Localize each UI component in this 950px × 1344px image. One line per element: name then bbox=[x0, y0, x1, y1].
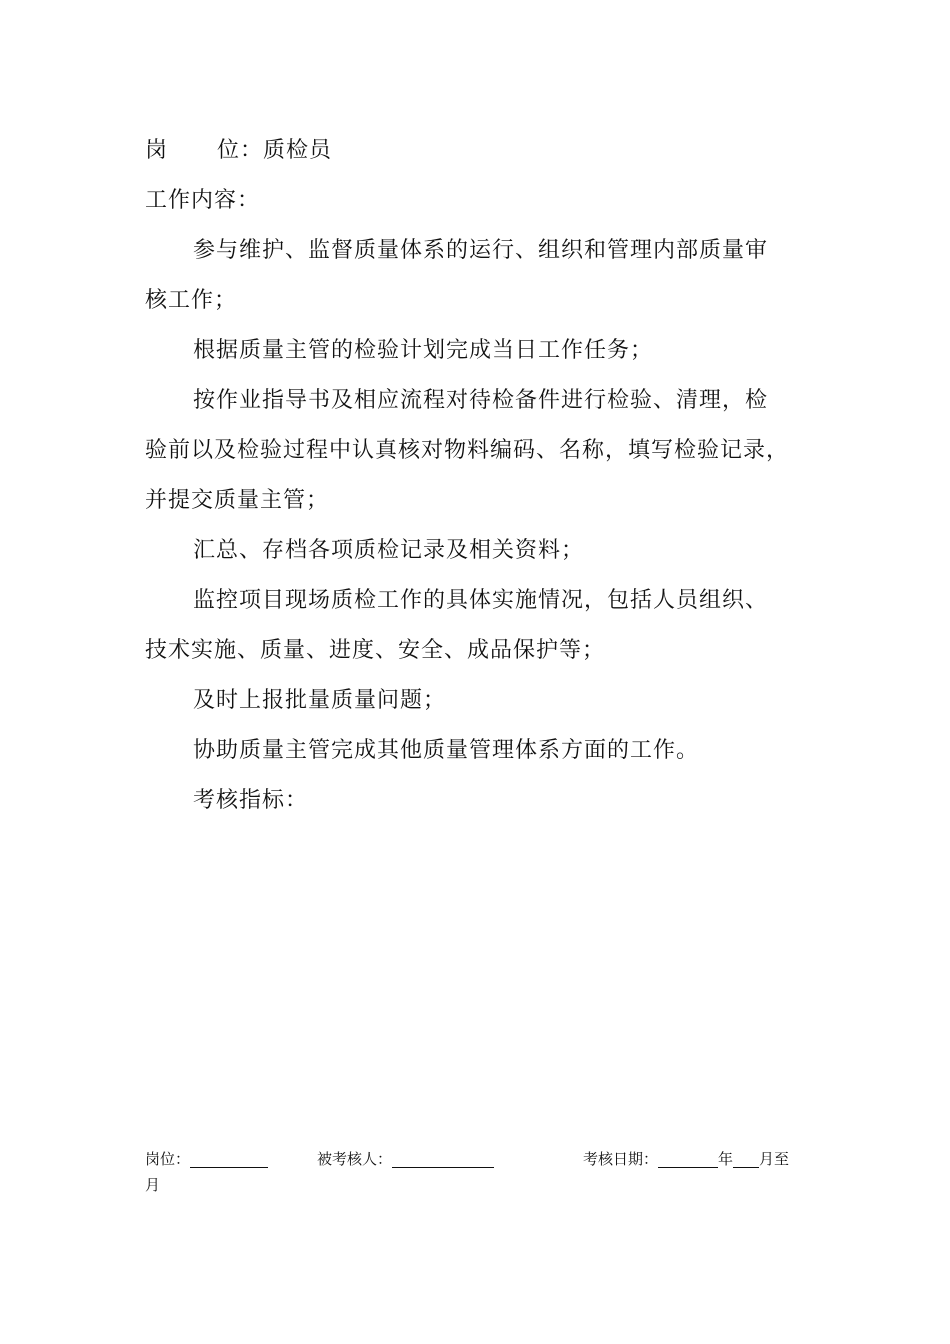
post-label-b: 位： bbox=[217, 138, 264, 163]
paragraph-line: 验前以及检验过程中认真核对物料编码、名称，填写检验记录， bbox=[145, 438, 790, 463]
footer-month-to-label: 月至 bbox=[759, 1150, 790, 1168]
paragraph-line: 监控项目现场质检工作的具体实施情况，包括人员组织、 bbox=[193, 588, 769, 613]
month-blank-field[interactable] bbox=[733, 1151, 759, 1168]
paragraph-line: 按作业指导书及相应流程对待检备件进行检验、清理，检 bbox=[193, 388, 769, 413]
paragraph-line: 协助质量主管完成其他质量管理体系方面的工作。 bbox=[193, 738, 700, 763]
footer-date-label: 考核日期： bbox=[583, 1150, 659, 1168]
post-value: 质检员 bbox=[263, 138, 333, 163]
paragraph-line: 技术实施、质量、进度、安全、成品保护等； bbox=[145, 638, 606, 663]
footer-year-label: 年 bbox=[718, 1150, 734, 1168]
paragraph-line: 参与维护、监督质量体系的运行、组织和管理内部质量审 bbox=[193, 238, 769, 263]
work-content-label: 工作内容： bbox=[145, 188, 261, 213]
post-blank-field[interactable] bbox=[190, 1151, 268, 1168]
post-label-a: 岗 bbox=[145, 138, 169, 163]
footer-post-label: 岗位： bbox=[145, 1150, 191, 1168]
footer-examinee bbox=[317, 1148, 494, 1170]
footer-date bbox=[583, 1148, 789, 1170]
paragraph-line: 并提交质量主管； bbox=[145, 488, 330, 513]
footer-month-label: 月 bbox=[145, 1176, 161, 1194]
paragraph-line: 汇总、存档各项质检记录及相关资料； bbox=[193, 538, 585, 563]
paragraph-line: 核工作； bbox=[145, 288, 238, 313]
paragraph-line: 及时上报批量质量问题； bbox=[193, 688, 447, 713]
examinee-blank-field[interactable] bbox=[392, 1151, 494, 1168]
footer-post bbox=[145, 1148, 268, 1170]
footer-examinee-label: 被考核人： bbox=[317, 1150, 393, 1168]
paragraph-line: 根据质量主管的检验计划完成当日工作任务； bbox=[193, 338, 654, 363]
year-blank-field[interactable] bbox=[658, 1151, 718, 1168]
post-header bbox=[145, 136, 332, 166]
assessment-indicators-label: 考核指标： bbox=[193, 788, 309, 813]
